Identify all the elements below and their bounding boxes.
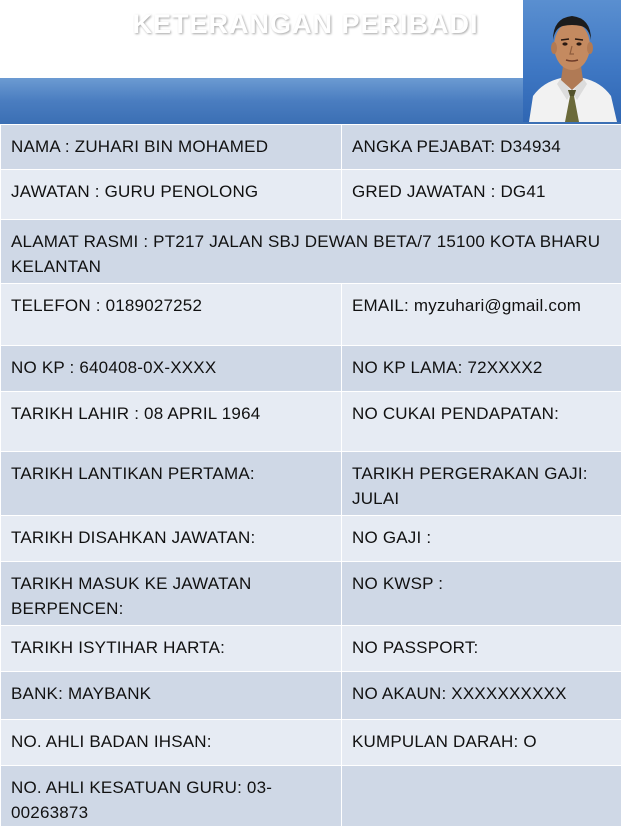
table-row — [1, 626, 621, 672]
name-cell: NAMA : ZUHARI BIN MOHAMED — [1, 125, 342, 170]
personal-info-table — [0, 124, 621, 826]
table-row — [1, 562, 621, 626]
account-number-cell: NO AKAUN: XXXXXXXXXX — [342, 672, 621, 720]
passport-number-cell: NO PASSPORT: — [342, 626, 621, 672]
table-row — [1, 170, 621, 220]
page-title: KETERANGAN PERIBADI — [132, 9, 479, 39]
table-row — [1, 720, 621, 766]
table-row — [1, 346, 621, 392]
phone-cell: TELEFON : 0189027252 — [1, 284, 342, 346]
salary-number-cell: NO GAJI : — [342, 516, 621, 562]
first-appointment-date-cell: TARIKH LANTIKAN PERTAMA: — [1, 452, 342, 516]
table-row — [1, 125, 621, 170]
pension-entry-date-cell: TARIKH MASUK KE JAWATAN BERPENCEN: — [1, 562, 342, 626]
ic-number-cell: NO KP : 640408-0X-XXXX — [1, 346, 342, 392]
grade-cell: GRED JAWATAN : DG41 — [342, 170, 621, 220]
charity-member-number-cell: NO. AHLI BADAN IHSAN: — [1, 720, 342, 766]
position-cell: JAWATAN : GURU PENOLONG — [1, 170, 342, 220]
old-ic-number-cell: NO KP LAMA: 72XXXX2 — [342, 346, 621, 392]
birth-date-cell: TARIKH LAHIR : 08 APRIL 1964 — [1, 392, 342, 452]
address-cell: ALAMAT RASMI : PT217 JALAN SBJ DEWAN BETA/7 15100 KOTA BHARU KELANTAN — [1, 220, 621, 284]
income-tax-number-cell: NO CUKAI PENDAPATAN: — [342, 392, 621, 452]
email-cell: EMAIL: myzuhari@gmail.com — [342, 284, 621, 346]
blood-group-cell: KUMPULAN DARAH: O — [342, 720, 621, 766]
table-row — [1, 392, 621, 452]
office-number-cell: ANGKA PEJABAT: D34934 — [342, 125, 621, 170]
table-row — [1, 516, 621, 562]
epf-number-cell: NO KWSP : — [342, 562, 621, 626]
teacher-union-number-cell: NO. AHLI KESATUAN GURU: 03-00263873 — [1, 766, 342, 826]
table-row — [1, 452, 621, 516]
table-row — [1, 220, 621, 284]
table-row — [1, 284, 621, 346]
asset-declaration-date-cell: TARIKH ISYTIHAR HARTA: — [1, 626, 342, 672]
table-row — [1, 766, 621, 826]
empty-cell — [342, 766, 621, 826]
salary-movement-date-cell: TARIKH PERGERAKAN GAJI: JULAI — [342, 452, 621, 516]
table-row — [1, 672, 621, 720]
bank-cell: BANK: MAYBANK — [1, 672, 342, 720]
confirmation-date-cell: TARIKH DISAHKAN JAWATAN: — [1, 516, 342, 562]
